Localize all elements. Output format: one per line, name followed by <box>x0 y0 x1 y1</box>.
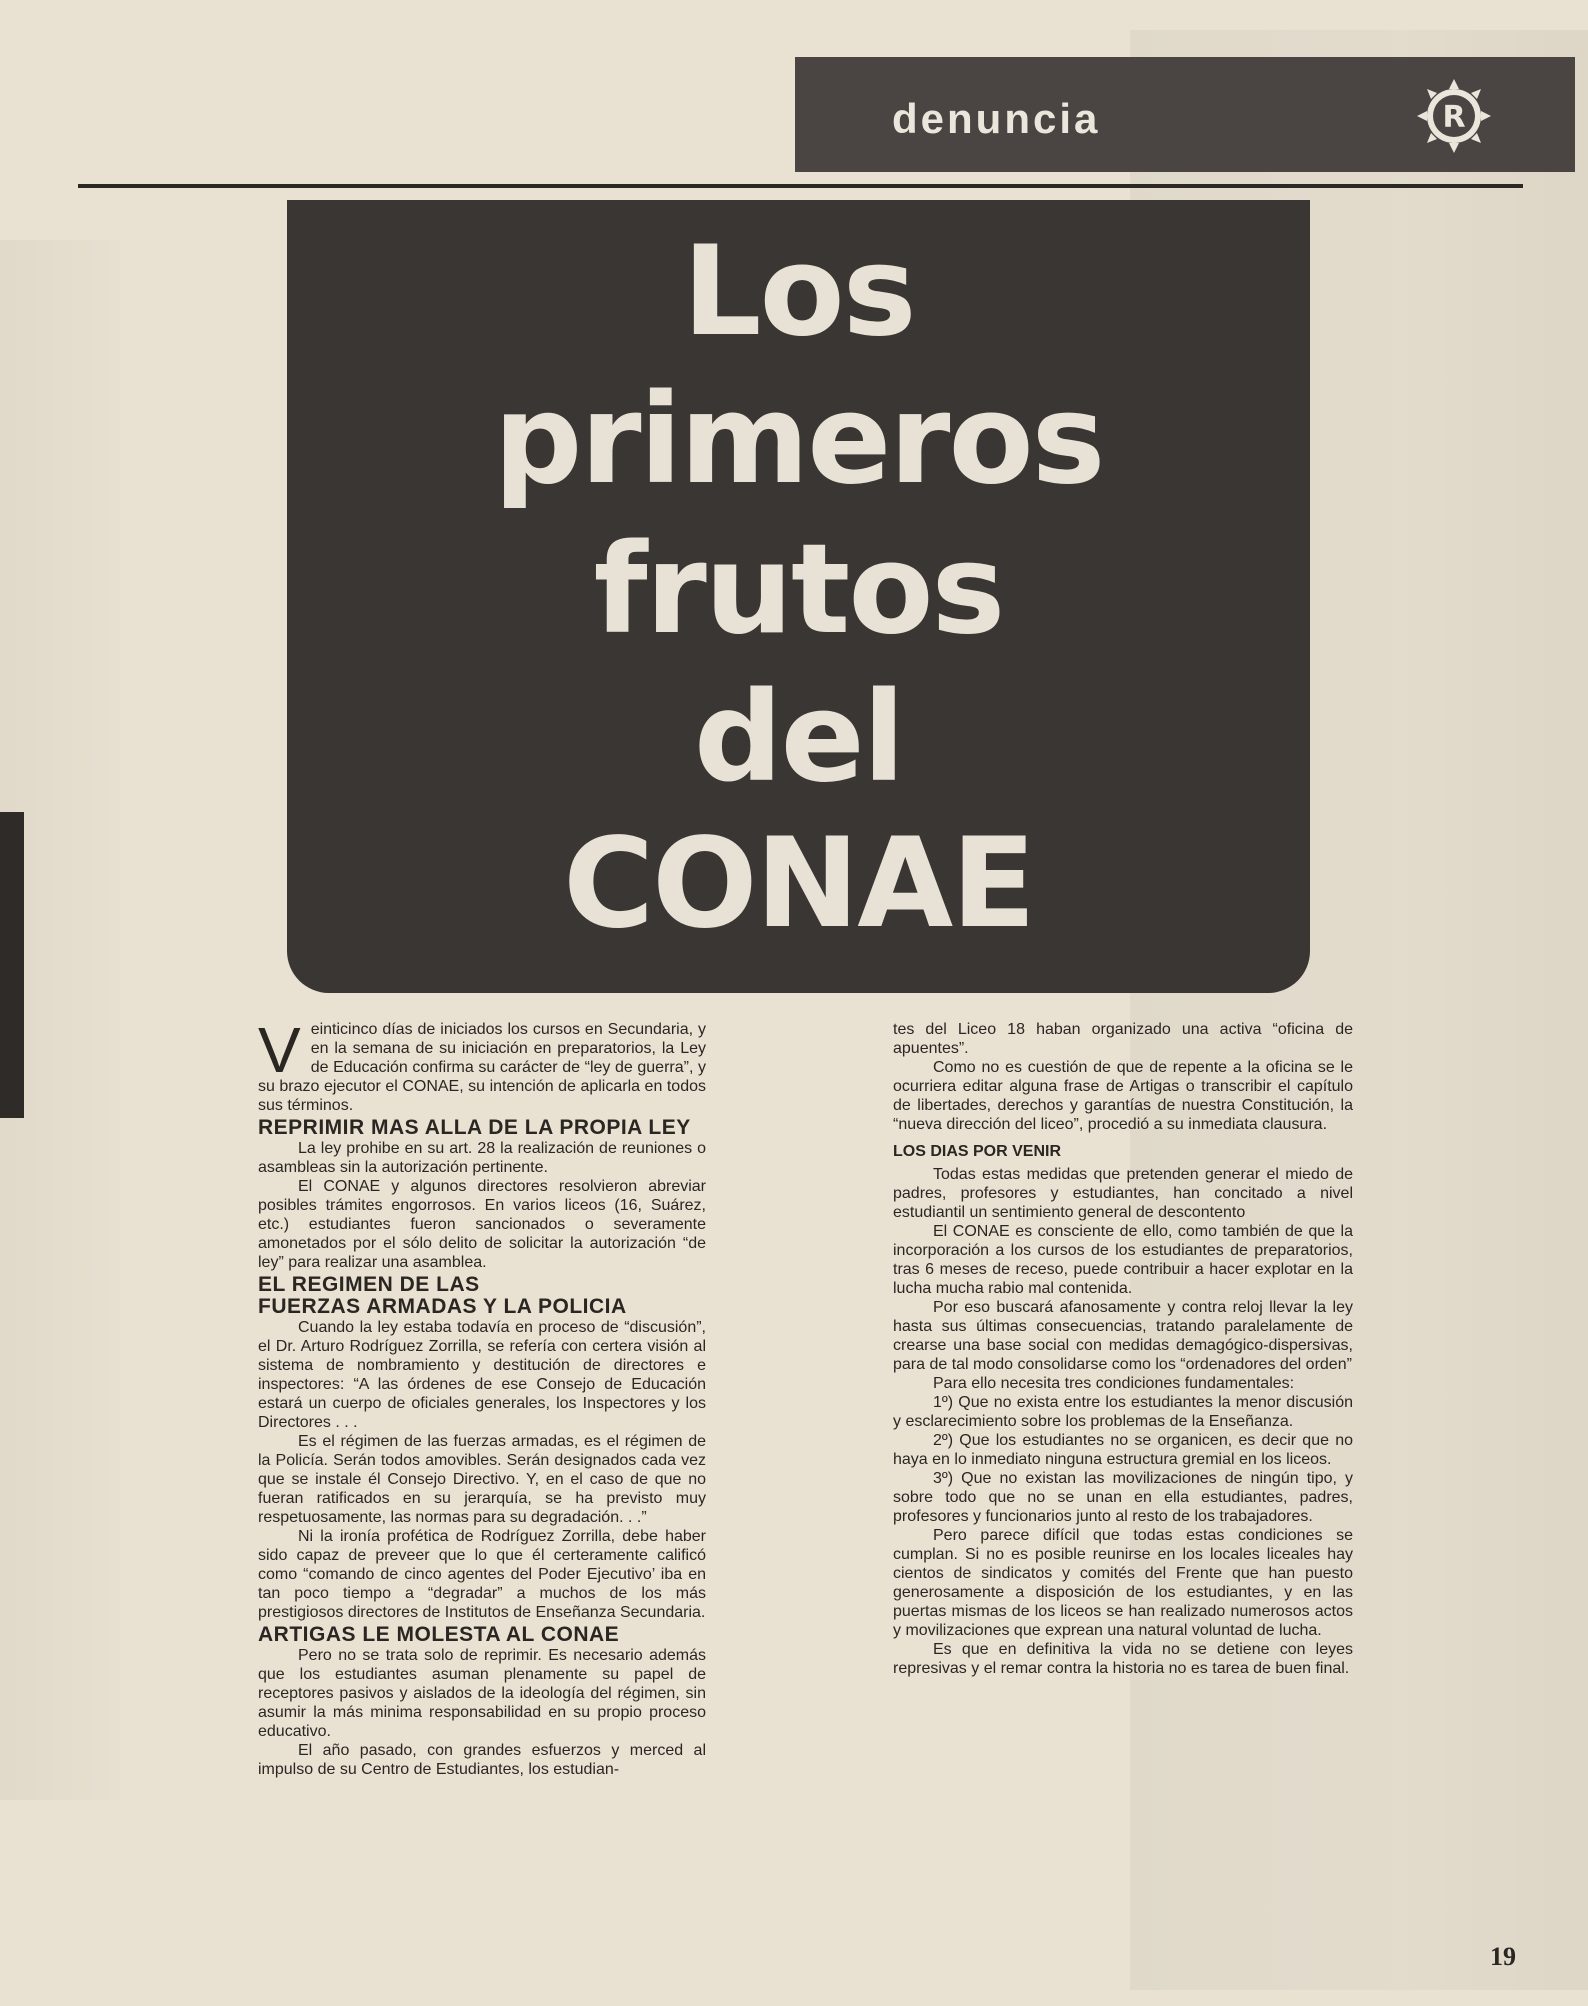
intro-paragraph <box>258 1014 706 1115</box>
drop-cap: V <box>258 1014 301 1086</box>
headline-box <box>287 200 1310 993</box>
body-paragraph: tes del Liceo 18 haban organizado una activa “oficina de apuentes”. <box>893 1021 1353 1057</box>
headline-line-5: CONAE <box>563 812 1034 956</box>
body-paragraph: Es que en definitiva la vida no se detiene con leyes represivas y el remar contra la historia no es tarea de buen final. <box>893 1641 1353 1677</box>
headline-line-1: Los <box>682 220 915 364</box>
subhead-dias-por-venir: LOS DIAS POR VENIR <box>893 1143 1062 1160</box>
body-paragraph: El CONAE y algunos directores resolvieron abreviar posibles trámites engorrosos. En varios liceos (16, Suárez, etc.) estudiantes fueron sancionados o severamente amonetados por el sólo delito de solicitar la autorización “de ley” para realizar una asamblea. <box>258 1178 706 1271</box>
subhead-artigas: ARTIGAS LE MOLESTA AL CONAE <box>258 1623 620 1646</box>
body-paragraph: Por eso buscará afanosamente y contra reloj llevar la ley hasta sus últimas consecuencias, tratando paralelamente de crearse una base social con medidas demagógico-dispersivas, para de tal modo consolidarse como los “ordenadores del orden” <box>893 1299 1353 1373</box>
headline-line-4: del <box>693 666 904 810</box>
body-paragraph: La ley prohibe en su art. 28 la realización de reuniones o asambleas sin la autorización pertinente. <box>258 1140 706 1176</box>
headline-line-2: primeros <box>493 368 1104 512</box>
body-paragraph: Como no es cuestión de que de repente a la oficina se le ocurriera editar alguna frase de Artigas o transcribir el capítulo de libertades, derechos y garantías de nuestra Constitución, la “nueva dirección del liceo”, procedió a su inmediata clausura. <box>893 1059 1353 1133</box>
intro-text: einticinco días de iniciados los cursos en Secundaria, y en la semana de su iniciación en preparatorios, la Ley de Educación confirma su carácter de “ley de guerra”, y su brazo ejecutor el CONAE, su intención de aplicarla en todos sus términos. <box>258 1021 706 1114</box>
list-item: 3º) Que no existan las movilizaciones de ningún tipo, y sobre todo que no se unan en ella estudiantes, padres, profesores y funcionarios junto al resto de los trabajadores. <box>893 1470 1353 1525</box>
body-paragraph: Pero no se trata solo de reprimir. Es necesario además que los estudiantes asuman plenamente su papel de receptores pasivos y aislados de la ideología del régimen, sin asumir la más minima responsabilidad en su propio proceso educativo. <box>258 1647 706 1740</box>
magazine-logo-icon <box>1415 77 1493 155</box>
page-edge-tab <box>0 812 24 1118</box>
body-paragraph: Todas estas medidas que pretenden generar el miedo de padres, profesores y estudiantes, han concitado a nivel estudiantil un sentimiento general de descontento <box>893 1166 1353 1221</box>
body-paragraph: El año pasado, con grandes esfuerzos y merced al impulso de su Centro de Estudiantes, los estudian- <box>258 1742 706 1778</box>
body-paragraph: Cuando la ley estaba todavía en proceso de “discusión”, el Dr. Arturo Rodríguez Zorrilla, se refería con certera visión al sistema de nombramiento y destitución de directores e inspectores: “A las órdenes de ese Consejo de Educación estará un cuerpo de oficiales generales, los Inspectores y los Directores . . . <box>258 1319 706 1431</box>
section-label: denuncia <box>892 95 1101 142</box>
page-number: 19 <box>1490 1942 1516 1971</box>
body-paragraph: El CONAE es consciente de ello, como también de que la incorporación a los cursos de los estudiantes de preparatorios, tras 6 meses de receso, puede contribuir a hacer explotar en la lucha mucha rabio mal contenida. <box>893 1223 1353 1297</box>
headline-line-3: frutos <box>593 518 1004 662</box>
body-paragraph: Es el régimen de las fuerzas armadas, es el régimen de la Policía. Serán todos amovibles. Serán designados cada vez que se instale él Consejo Directivo. Y, en el caso de que no fueran ratificados en su jerarquía, se ha previsto muy respetuosamente, las normas para su degradación. . .” <box>258 1433 706 1526</box>
body-paragraph: Pero parece difícil que todas estas condiciones se cumplan. Si no es posible reunirse en los locales liceales hay cientos de sindicatos y comités del Frente que han puesto generosamente a disposición de los estudiantes, y en las puertas mismas de los liceos se han realizado numerosos actos y movilizaciones que exprean una natural voluntad de lucha. <box>893 1527 1353 1639</box>
article-column-1 <box>258 1014 706 1779</box>
header-rule <box>78 184 1523 188</box>
body-paragraph: Para ello necesita tres condiciones fundamentales: <box>933 1375 1295 1392</box>
article-column-2 <box>893 1020 1353 1678</box>
body-paragraph: Ni la ironía profética de Rodríguez Zorrilla, debe haber sido capaz de preveer que lo que él certeramente calificó como “comando de cinco agentes del Poder Ejecutivo’ iba en tan poco tiempo a “degradar” a muchos de los más prestigiosos directores de Institutos de Enseñanza Secundaria. <box>258 1528 706 1621</box>
subhead-reprimir: REPRIMIR MAS ALLA DE LA PROPIA LEY <box>258 1116 691 1139</box>
subhead-regimen-1: EL REGIMEN DE LAS <box>258 1273 480 1296</box>
svg-text:R: R <box>1442 100 1466 135</box>
list-item: 2º) Que los estudiantes no se organicen, es decir que no haya en lo inmediato ninguna estructura gremial en los liceos. <box>893 1432 1353 1468</box>
subhead-regimen-2: FUERZAS ARMADAS Y LA POLICIA <box>258 1295 627 1318</box>
section-banner <box>795 57 1575 172</box>
list-item: 1º) Que no exista entre los estudiantes la menor discusión y esclarecimiento sobre los problemas de la Enseñanza. <box>893 1394 1353 1430</box>
